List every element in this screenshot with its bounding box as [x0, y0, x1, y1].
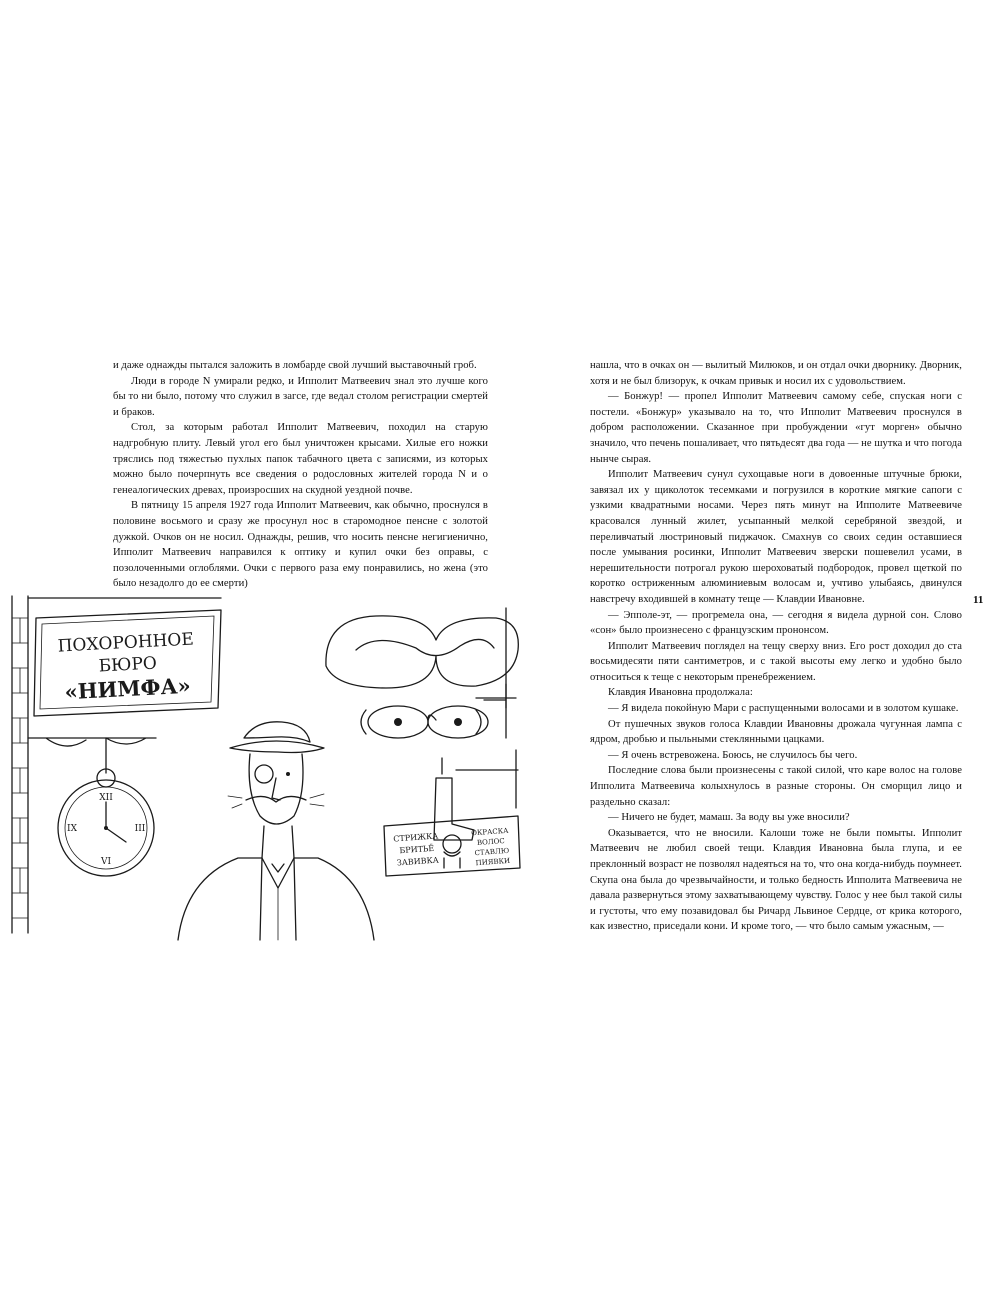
- barber-left-2: БРИТЬЁ: [399, 843, 435, 856]
- paragraph: — Я очень встревожена. Боюсь, не случилось бы чего.: [608, 749, 858, 761]
- paragraph: От пушечных звуков голоса Клавдии Ивановны дрожала чугунная лампа с ядром, дробью и пыльными стеклянными цацками.: [590, 718, 962, 746]
- paragraph: и даже однажды пытался заложить в ломбарде свой лучший выставочный гроб.: [113, 360, 477, 371]
- paragraph: В пятницу 15 апреля 1927 года Ипполит Матвеевич, как обычно, проснулся в половине восьмого и сразу же просунул нос в старомодное пенсне с золотой дужкой. Очков он не носил. Однажды, решив, что носить пенсне негигиенично, Ипполит Матвеевич направился к оптику и купил очки без оправы, с позолоченными оглоблями. Очки с первого раза ему понравились, но жена (это было незадолго до ее смерти): [113, 500, 488, 590]
- left-page-text: [113, 358, 488, 592]
- svg-text:III: III: [134, 824, 146, 834]
- brick-wall: [12, 596, 28, 933]
- man-in-hat-figure: [178, 722, 374, 940]
- paragraph: нашла, что в очках он — вылитый Милюков, и он отдал очки дворнику. Дворник, хотя и не был близорук, к очкам привык и носил их с удовольствием.: [590, 360, 962, 387]
- paragraph: Ипполит Матвеевич сунул сухощавые ноги в довоенные штучные брюки, завязал их у щиколоток тесемками и погрузился в короткие мягкие сапоги с узкими квадратными носами. Через пять минут на Ипполите Матвеевиче красовался лунный жилет, усыпанный мелкой серебряной звездой, и переливчатый люстриновый пиджачок. Смахнув со своих седин оставшиеся после умывания росинки, Ипполит Матвеевич зверски пошевелил усами, в нерешительности потрогал рукою шероховатый подбородок, провел щеткой по коротко остриженным алюминиевым волосам и, учтиво улыбаясь, двинулся навстречу входившей в комнату теще — Клавдии Ивановне.: [590, 469, 962, 605]
- pocket-watch-sign: [58, 769, 154, 876]
- paragraph: Оказывается, что не вносили. Калоши тоже не были помыты. Ипполит Матвеевич не любил своей тещи. Клавдия Ивановна была глупа, и ее преклонный возраст не позволял надеяться на то, что она когда-нибудь поумнеет. Скупа она была до чрезвычайности, и только бедность Ипполита Матвеевича не давала развернуться этому захватывающему чувству. Голос у нее был такой силы и густоты, что ему позавидовал бы Ричард Львиное Сердце, от крика которого, как известно, приседали кони. И кроме того, — что было самым ужасным, —: [590, 827, 962, 933]
- right-page-text: [590, 358, 962, 935]
- barber-right-4: ПИЯВКИ: [475, 856, 511, 868]
- paragraph: Ипполит Матвеевич поглядел на тещу сверху вниз. Его рост доходил до ста восьмидесяти пяти сантиметров, и с такой высоты ему легко и удобно было относиться к теще с некоторым пренебрежением.: [590, 640, 962, 683]
- illustration-street-signs: [6, 588, 526, 943]
- barber-left-1: СТРИЖКА: [393, 831, 439, 844]
- barber-right-3: СТАВЛЮ: [474, 846, 510, 858]
- paragraph: Клавдия Ивановна продолжала:: [608, 687, 753, 699]
- spectacles-sign: [361, 706, 488, 738]
- paragraph: — Ничего не будет, мамаш. За воду вы уже вносили?: [608, 812, 850, 824]
- paragraph: — Эпполе-эт, — прогремела она, — сегодня я видела дурной сон. Слово «сон» было произнесено с французским прононсом.: [590, 609, 962, 637]
- svg-text:XII: XII: [99, 793, 113, 803]
- funeral-bureau-sign: [34, 610, 221, 716]
- illustration-drawing: [6, 588, 526, 943]
- paragraph: — Я видела покойную Мари с распущенными волосами и в золотом кушаке.: [608, 703, 959, 715]
- svg-text:VI: VI: [100, 857, 112, 867]
- paragraph: — Бонжур! — пропел Ипполит Матвеевич самому себе, спуская ноги с постели. «Бонжур» указывало на то, что Ипполит Матвеевич проснулся в добром расположении. Сказанное при пробуждении «гут морген» обычно значило, что печень пошаливает, что пятьдесят два года — не шутка и что погода нынче сырая.: [590, 391, 962, 465]
- barber-right-1: ОКРАСКА: [471, 826, 509, 838]
- paragraph: Последние слова были произнесены с такой силой, что каре волос на голове Ипполита Матвеевича колыхнулось в разные стороны. Он сморщил лицо и раздельно сказал:: [590, 765, 962, 808]
- funeral-sign-line-2: БЮРО: [98, 653, 158, 677]
- paragraph: Стол, за которым работал Ипполит Матвеевич, походил на старую надгробную плиту. Левый угол его был уничтожен крысами. Хилые его ножки тряслись под тяжестью пухлых папок табачного цвета с записями, из которых можно было почерпнуть все сведения о родословных жителей города N и о генеалогических древах, произросших на скудной уездной почве.: [113, 422, 488, 496]
- funeral-sign-line-3: «НИМФА»: [63, 672, 192, 705]
- barber-right-2: ВОЛОС: [476, 837, 506, 847]
- pretzel-sign: [326, 616, 518, 688]
- right-page: [500, 0, 1000, 1300]
- watch-bracket: [28, 738, 156, 746]
- paragraph: Люди в городе N умирали редко, и Ипполит Матвеевич знал это лучше кого бы то ни было, потому что служил в загсе, где ведал столом регистрации смертей и браков.: [113, 375, 488, 418]
- svg-text:IX: IX: [67, 824, 77, 834]
- barber-left-3: ЗАВИВКА: [396, 855, 440, 868]
- page-number: 11: [973, 594, 984, 606]
- funeral-sign-line-1: ПОХОРОННОЕ: [57, 629, 195, 657]
